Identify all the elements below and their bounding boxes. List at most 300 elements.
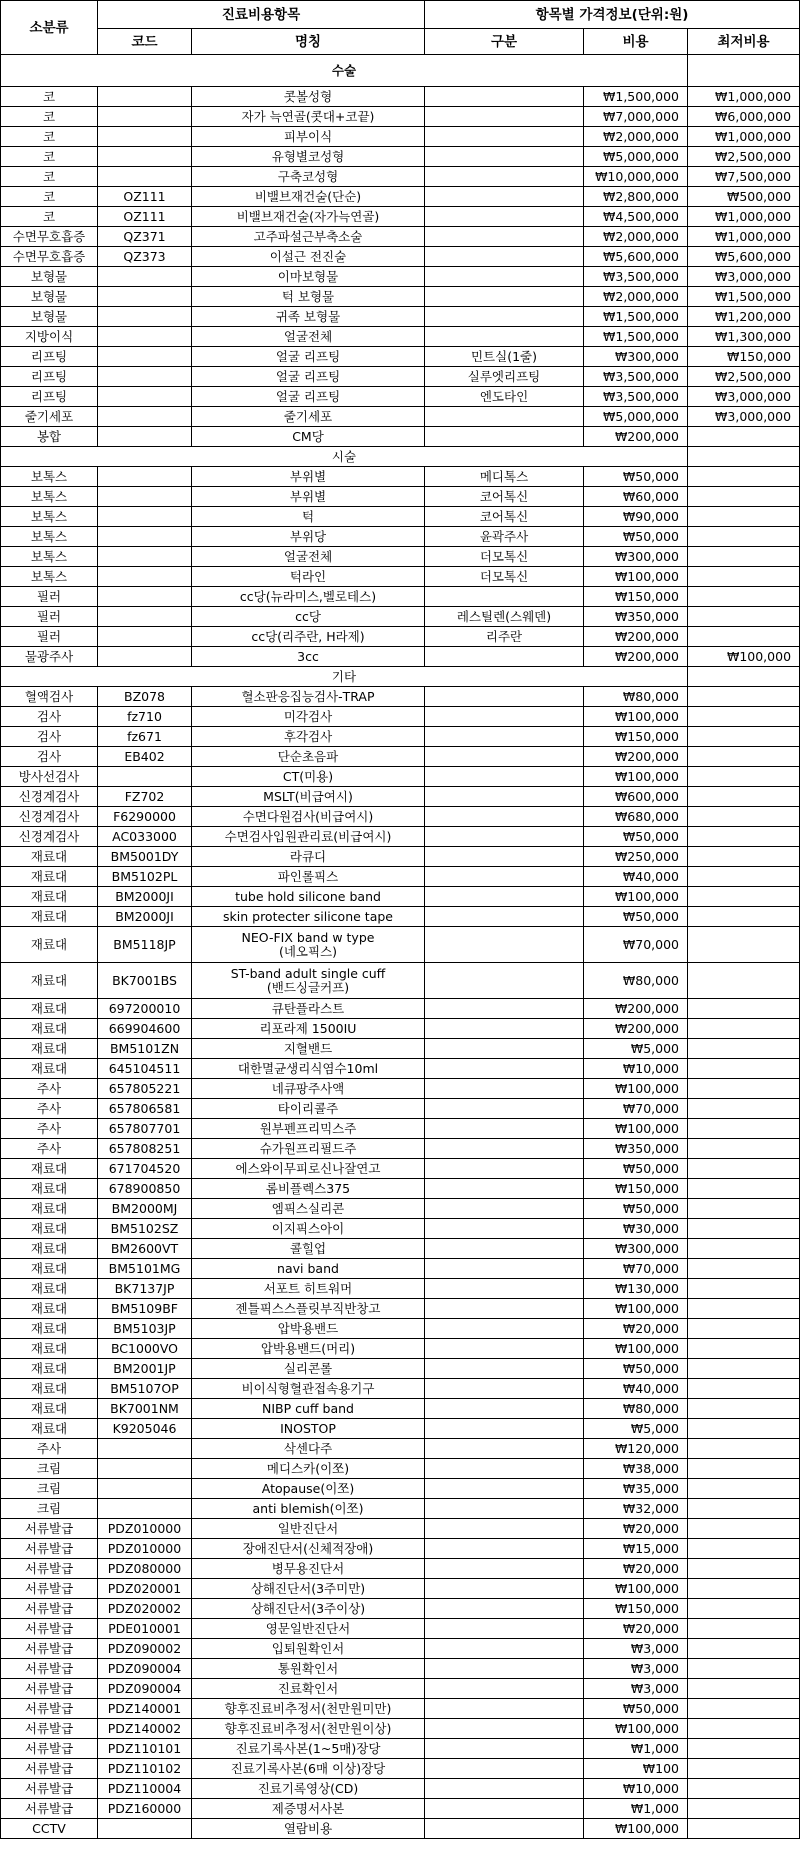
type-cell bbox=[425, 1799, 584, 1819]
name-cell: 라큐디 bbox=[192, 847, 425, 867]
table-row bbox=[1, 1799, 800, 1819]
min-cost-cell: ₩1,500,000 bbox=[688, 287, 800, 307]
min-cost-cell bbox=[688, 747, 800, 767]
min-cost-cell: ₩100,000 bbox=[688, 647, 800, 667]
min-cost-cell: ₩2,500,000 bbox=[688, 367, 800, 387]
category-cell: 재료대 bbox=[1, 907, 98, 927]
type-cell bbox=[425, 1119, 584, 1139]
cost-cell: ₩2,800,000 bbox=[584, 187, 688, 207]
cost-cell: ₩20,000 bbox=[584, 1559, 688, 1579]
type-cell bbox=[425, 1379, 584, 1399]
name-cell: INOSTOP bbox=[192, 1419, 425, 1439]
category-cell: 코 bbox=[1, 187, 98, 207]
type-cell bbox=[425, 907, 584, 927]
category-cell: 재료대 bbox=[1, 1179, 98, 1199]
name-cell: 턱 bbox=[192, 507, 425, 527]
type-cell: 리주란 bbox=[425, 627, 584, 647]
code-cell bbox=[98, 107, 192, 127]
name-cell: 큐탄플라스트 bbox=[192, 999, 425, 1019]
code-cell bbox=[98, 647, 192, 667]
type-cell bbox=[425, 847, 584, 867]
min-cost-cell: ₩1,200,000 bbox=[688, 307, 800, 327]
name-cell: 얼굴 리프팅 bbox=[192, 387, 425, 407]
name-cell: 리포라제 1500IU bbox=[192, 1019, 425, 1039]
type-cell bbox=[425, 827, 584, 847]
min-cost-cell bbox=[688, 1699, 800, 1719]
table-row bbox=[1, 1059, 800, 1079]
cost-cell: ₩100,000 bbox=[584, 887, 688, 907]
name-cell: 혈소판응집능검사-TRAP bbox=[192, 687, 425, 707]
min-cost-cell bbox=[688, 1579, 800, 1599]
table-row bbox=[1, 127, 800, 147]
min-cost-cell bbox=[688, 847, 800, 867]
name-cell: 향후진료비추정서(천만원이상) bbox=[192, 1719, 425, 1739]
table-row bbox=[1, 207, 800, 227]
code-cell: BK7137JP bbox=[98, 1279, 192, 1299]
min-cost-cell bbox=[688, 1399, 800, 1419]
cost-cell: ₩80,000 bbox=[584, 1399, 688, 1419]
min-cost-cell bbox=[688, 687, 800, 707]
category-cell: 필러 bbox=[1, 587, 98, 607]
name-cell: 메디스카(이쪼) bbox=[192, 1459, 425, 1479]
category-cell: 보톡스 bbox=[1, 467, 98, 487]
min-cost-cell bbox=[688, 1319, 800, 1339]
code-cell bbox=[98, 387, 192, 407]
category-cell: 보톡스 bbox=[1, 567, 98, 587]
name-cell: 상해진단서(3주미만) bbox=[192, 1579, 425, 1599]
cost-cell: ₩1,500,000 bbox=[584, 327, 688, 347]
cost-cell: ₩150,000 bbox=[584, 1599, 688, 1619]
cost-cell: ₩4,500,000 bbox=[584, 207, 688, 227]
code-cell: PDZ110101 bbox=[98, 1739, 192, 1759]
min-cost-cell bbox=[688, 1419, 800, 1439]
cost-cell: ₩130,000 bbox=[584, 1279, 688, 1299]
category-cell: 재료대 bbox=[1, 1239, 98, 1259]
min-cost-cell: ₩1,000,000 bbox=[688, 127, 800, 147]
cost-cell: ₩350,000 bbox=[584, 607, 688, 627]
type-cell bbox=[425, 1459, 584, 1479]
name-cell: 롬비플렉스375 bbox=[192, 1179, 425, 1199]
cost-cell: ₩300,000 bbox=[584, 1239, 688, 1259]
name-cell: 진료기록사본(6매 이상)장당 bbox=[192, 1759, 425, 1779]
cost-cell: ₩1,000 bbox=[584, 1799, 688, 1819]
cost-cell: ₩1,000 bbox=[584, 1739, 688, 1759]
header-code: 코드 bbox=[98, 29, 192, 55]
section-title: 시술 bbox=[1, 447, 688, 467]
category-cell: 코 bbox=[1, 147, 98, 167]
name-cell: 3cc bbox=[192, 647, 425, 667]
category-cell: 보톡스 bbox=[1, 507, 98, 527]
name-line-1: ST-band adult single cuff bbox=[230, 965, 386, 981]
name-cell: Atopause(이쪼) bbox=[192, 1479, 425, 1499]
category-cell: 재료대 bbox=[1, 847, 98, 867]
type-cell: 메디톡스 bbox=[425, 467, 584, 487]
cost-cell: ₩3,500,000 bbox=[584, 367, 688, 387]
name-cell: 슈가원프리필드주 bbox=[192, 1139, 425, 1159]
category-cell: 재료대 bbox=[1, 1259, 98, 1279]
code-cell: BM2600VT bbox=[98, 1239, 192, 1259]
category-cell: 주사 bbox=[1, 1099, 98, 1119]
min-cost-cell bbox=[688, 547, 800, 567]
type-cell: 민트실(1줄) bbox=[425, 347, 584, 367]
code-cell: PDZ110102 bbox=[98, 1759, 192, 1779]
name-cell: 이지픽스아이 bbox=[192, 1219, 425, 1239]
type-cell bbox=[425, 1259, 584, 1279]
type-cell: 더모톡신 bbox=[425, 567, 584, 587]
min-cost-cell bbox=[688, 767, 800, 787]
min-cost-cell bbox=[688, 1059, 800, 1079]
type-cell bbox=[425, 787, 584, 807]
header-type: 구분 bbox=[425, 29, 584, 55]
min-cost-cell bbox=[688, 1359, 800, 1379]
code-cell: BM5107OP bbox=[98, 1379, 192, 1399]
category-cell: 서류발급 bbox=[1, 1559, 98, 1579]
cost-cell: ₩1,500,000 bbox=[584, 87, 688, 107]
min-cost-cell bbox=[688, 1079, 800, 1099]
min-cost-cell: ₩5,600,000 bbox=[688, 247, 800, 267]
type-cell bbox=[425, 1279, 584, 1299]
cost-cell: ₩350,000 bbox=[584, 1139, 688, 1159]
min-cost-cell: ₩1,000,000 bbox=[688, 207, 800, 227]
name-cell: 부위별 bbox=[192, 467, 425, 487]
min-cost-cell bbox=[688, 827, 800, 847]
type-cell bbox=[425, 927, 584, 963]
category-cell: 서류발급 bbox=[1, 1639, 98, 1659]
type-cell bbox=[425, 1079, 584, 1099]
code-cell: OZ111 bbox=[98, 187, 192, 207]
type-cell bbox=[425, 867, 584, 887]
min-cost-cell: ₩3,000,000 bbox=[688, 407, 800, 427]
type-cell: 코어톡신 bbox=[425, 487, 584, 507]
min-cost-cell bbox=[688, 1139, 800, 1159]
min-cost-cell bbox=[688, 1219, 800, 1239]
min-cost-cell bbox=[688, 467, 800, 487]
min-cost-cell bbox=[688, 1539, 800, 1559]
table-row bbox=[1, 1819, 800, 1839]
category-cell: 재료대 bbox=[1, 963, 98, 999]
category-cell: 코 bbox=[1, 107, 98, 127]
table-row bbox=[1, 1739, 800, 1759]
code-cell: PDZ090002 bbox=[98, 1639, 192, 1659]
cost-cell: ₩2,000,000 bbox=[584, 287, 688, 307]
name-cell: 파인롤픽스 bbox=[192, 867, 425, 887]
category-cell: 크림 bbox=[1, 1459, 98, 1479]
table-row bbox=[1, 1519, 800, 1539]
header-min-cost: 최저비용 bbox=[688, 29, 800, 55]
name-cell: 콜힐업 bbox=[192, 1239, 425, 1259]
name-cell: 엠픽스실리콘 bbox=[192, 1199, 425, 1219]
category-cell: 보형물 bbox=[1, 307, 98, 327]
type-cell bbox=[425, 1219, 584, 1239]
name-cell: 영문일반진단서 bbox=[192, 1619, 425, 1639]
table-row bbox=[1, 147, 800, 167]
cost-cell: ₩10,000 bbox=[584, 1059, 688, 1079]
type-cell bbox=[425, 227, 584, 247]
table-row bbox=[1, 1499, 800, 1519]
min-cost-cell bbox=[688, 1819, 800, 1839]
name-cell: 열람비용 bbox=[192, 1819, 425, 1839]
min-cost-cell: ₩2,500,000 bbox=[688, 147, 800, 167]
type-cell bbox=[425, 327, 584, 347]
name-cell: 에스와이무피로신나잘연고 bbox=[192, 1159, 425, 1179]
name-cell: cc당 bbox=[192, 607, 425, 627]
type-cell bbox=[425, 1179, 584, 1199]
code-cell: BM5103JP bbox=[98, 1319, 192, 1339]
table-row bbox=[1, 727, 800, 747]
table-row bbox=[1, 1159, 800, 1179]
min-cost-cell bbox=[688, 427, 800, 447]
type-cell bbox=[425, 647, 584, 667]
cost-cell: ₩2,000,000 bbox=[584, 127, 688, 147]
name-cell: 원부펜프리믹스주 bbox=[192, 1119, 425, 1139]
table-row bbox=[1, 1779, 800, 1799]
category-cell: 서류발급 bbox=[1, 1799, 98, 1819]
cost-cell: ₩680,000 bbox=[584, 807, 688, 827]
name-cell: 이마보형물 bbox=[192, 267, 425, 287]
category-cell: 리프팅 bbox=[1, 387, 98, 407]
code-cell bbox=[98, 527, 192, 547]
category-cell: 신경계검사 bbox=[1, 807, 98, 827]
table-row bbox=[1, 1459, 800, 1479]
name-cell: 통원확인서 bbox=[192, 1659, 425, 1679]
type-cell bbox=[425, 1439, 584, 1459]
min-cost-cell bbox=[688, 1779, 800, 1799]
min-cost-cell: ₩500,000 bbox=[688, 187, 800, 207]
name-line-1: NEO-FIX band w type bbox=[241, 929, 375, 945]
category-cell: 서류발급 bbox=[1, 1539, 98, 1559]
code-cell bbox=[98, 1499, 192, 1519]
category-cell: 신경계검사 bbox=[1, 787, 98, 807]
min-cost-cell bbox=[688, 1119, 800, 1139]
category-cell: 재료대 bbox=[1, 887, 98, 907]
cost-cell: ₩100,000 bbox=[584, 1339, 688, 1359]
code-cell: 645104511 bbox=[98, 1059, 192, 1079]
table-row bbox=[1, 1399, 800, 1419]
min-cost-cell bbox=[688, 1439, 800, 1459]
type-cell bbox=[425, 1099, 584, 1119]
table-row bbox=[1, 407, 800, 427]
min-cost-cell bbox=[688, 1459, 800, 1479]
category-cell: 서류발급 bbox=[1, 1719, 98, 1739]
table-row bbox=[1, 847, 800, 867]
code-cell bbox=[98, 87, 192, 107]
table-row bbox=[1, 507, 800, 527]
code-cell: 657805221 bbox=[98, 1079, 192, 1099]
name-cell: 젠틀픽스스플릿부직반창고 bbox=[192, 1299, 425, 1319]
code-cell: 678900850 bbox=[98, 1179, 192, 1199]
cost-cell: ₩200,000 bbox=[584, 999, 688, 1019]
header-items-group: 진료비용항목 bbox=[98, 1, 425, 29]
code-cell: BM5109BF bbox=[98, 1299, 192, 1319]
table-row bbox=[1, 1219, 800, 1239]
category-cell: 혈액검사 bbox=[1, 687, 98, 707]
type-cell bbox=[425, 1779, 584, 1799]
cost-cell: ₩7,000,000 bbox=[584, 107, 688, 127]
category-cell: 리프팅 bbox=[1, 347, 98, 367]
category-cell: 서류발급 bbox=[1, 1759, 98, 1779]
type-cell bbox=[425, 1479, 584, 1499]
name-cell: 턱 보형물 bbox=[192, 287, 425, 307]
category-cell: 재료대 bbox=[1, 1379, 98, 1399]
cost-cell: ₩2,000,000 bbox=[584, 227, 688, 247]
type-cell bbox=[425, 1399, 584, 1419]
table-row bbox=[1, 1639, 800, 1659]
min-cost-cell: ₩3,000,000 bbox=[688, 387, 800, 407]
cost-cell: ₩20,000 bbox=[584, 1519, 688, 1539]
type-cell bbox=[425, 287, 584, 307]
category-cell: 봉합 bbox=[1, 427, 98, 447]
type-cell bbox=[425, 247, 584, 267]
cost-cell: ₩50,000 bbox=[584, 1699, 688, 1719]
cost-cell: ₩100,000 bbox=[584, 767, 688, 787]
min-cost-cell: ₩3,000,000 bbox=[688, 267, 800, 287]
name-cell: 일반진단서 bbox=[192, 1519, 425, 1539]
min-cost-cell bbox=[688, 1339, 800, 1359]
cost-cell: ₩60,000 bbox=[584, 487, 688, 507]
code-cell: BC1000VO bbox=[98, 1339, 192, 1359]
name-cell: 압박용밴드 bbox=[192, 1319, 425, 1339]
name-cell: 타이리콜주 bbox=[192, 1099, 425, 1119]
code-cell: PDZ010000 bbox=[98, 1519, 192, 1539]
table-row bbox=[1, 307, 800, 327]
cost-cell: ₩100,000 bbox=[584, 707, 688, 727]
table-row bbox=[1, 467, 800, 487]
name-cell: 서포트 히트워머 bbox=[192, 1279, 425, 1299]
cost-cell: ₩30,000 bbox=[584, 1219, 688, 1239]
name-cell: 진료기록사본(1~5매)장당 bbox=[192, 1739, 425, 1759]
min-cost-cell bbox=[688, 1659, 800, 1679]
min-cost-cell bbox=[688, 1159, 800, 1179]
min-cost-cell bbox=[688, 1799, 800, 1819]
cost-cell: ₩35,000 bbox=[584, 1479, 688, 1499]
min-cost-cell bbox=[688, 1019, 800, 1039]
cost-cell: ₩50,000 bbox=[584, 827, 688, 847]
code-cell: 657808251 bbox=[98, 1139, 192, 1159]
table-row bbox=[1, 87, 800, 107]
name-cell: 대한멸균생리식염수10ml bbox=[192, 1059, 425, 1079]
min-cost-cell bbox=[688, 487, 800, 507]
type-cell bbox=[425, 1519, 584, 1539]
min-cost-cell bbox=[688, 1479, 800, 1499]
code-cell: 671704520 bbox=[98, 1159, 192, 1179]
code-cell bbox=[98, 607, 192, 627]
min-cost-cell bbox=[688, 1599, 800, 1619]
cost-cell: ₩80,000 bbox=[584, 963, 688, 999]
table-row bbox=[1, 1119, 800, 1139]
cost-cell: ₩50,000 bbox=[584, 1199, 688, 1219]
section-empty-cell bbox=[688, 667, 800, 687]
code-cell bbox=[98, 1439, 192, 1459]
table-row bbox=[1, 1079, 800, 1099]
code-cell: QZ371 bbox=[98, 227, 192, 247]
cost-cell: ₩100,000 bbox=[584, 1299, 688, 1319]
type-cell: 실루엣리프팅 bbox=[425, 367, 584, 387]
category-cell: 재료대 bbox=[1, 1339, 98, 1359]
code-cell bbox=[98, 427, 192, 447]
section-empty-cell bbox=[688, 447, 800, 467]
cost-cell: ₩200,000 bbox=[584, 427, 688, 447]
cost-cell: ₩3,500,000 bbox=[584, 267, 688, 287]
cost-cell: ₩40,000 bbox=[584, 867, 688, 887]
type-cell bbox=[425, 167, 584, 187]
category-cell: 서류발급 bbox=[1, 1779, 98, 1799]
cost-cell: ₩100,000 bbox=[584, 1719, 688, 1739]
type-cell bbox=[425, 1719, 584, 1739]
category-cell: 코 bbox=[1, 127, 98, 147]
category-cell: 재료대 bbox=[1, 1019, 98, 1039]
name-cell: cc당(뉴라미스,벨로테스) bbox=[192, 587, 425, 607]
cost-cell: ₩20,000 bbox=[584, 1619, 688, 1639]
min-cost-cell bbox=[688, 627, 800, 647]
category-cell: 재료대 bbox=[1, 927, 98, 963]
min-cost-cell bbox=[688, 1619, 800, 1639]
section-row bbox=[1, 55, 800, 87]
code-cell: BM5101MG bbox=[98, 1259, 192, 1279]
name-cell: MSLT(비급여시) bbox=[192, 787, 425, 807]
cost-cell: ₩5,000 bbox=[584, 1419, 688, 1439]
name-cell: 압박용밴드(머리) bbox=[192, 1339, 425, 1359]
code-cell: PDZ140002 bbox=[98, 1719, 192, 1739]
type-cell bbox=[425, 807, 584, 827]
name-cell: 비밸브재건술(자가늑연골) bbox=[192, 207, 425, 227]
cost-cell: ₩5,000 bbox=[584, 1039, 688, 1059]
cost-cell: ₩20,000 bbox=[584, 1319, 688, 1339]
code-cell: BM2000JI bbox=[98, 907, 192, 927]
min-cost-cell bbox=[688, 707, 800, 727]
table-row bbox=[1, 247, 800, 267]
min-cost-cell bbox=[688, 1679, 800, 1699]
type-cell bbox=[425, 87, 584, 107]
type-cell bbox=[425, 767, 584, 787]
table-row bbox=[1, 1659, 800, 1679]
cost-cell: ₩50,000 bbox=[584, 1359, 688, 1379]
table-row bbox=[1, 1439, 800, 1459]
name-cell: 진료기록영상(CD) bbox=[192, 1779, 425, 1799]
name-cell: 얼굴전체 bbox=[192, 547, 425, 567]
table-row bbox=[1, 1719, 800, 1739]
name-cell: 고주파설근부축소술 bbox=[192, 227, 425, 247]
name-cell bbox=[192, 927, 425, 963]
min-cost-cell bbox=[688, 527, 800, 547]
section-row bbox=[1, 447, 800, 467]
min-cost-cell bbox=[688, 1559, 800, 1579]
name-cell: 비이식형혈관접속용기구 bbox=[192, 1379, 425, 1399]
header-cost: 비용 bbox=[584, 29, 688, 55]
category-cell: 보톡스 bbox=[1, 547, 98, 567]
table-row bbox=[1, 787, 800, 807]
min-cost-cell bbox=[688, 907, 800, 927]
cost-cell: ₩50,000 bbox=[584, 467, 688, 487]
code-cell bbox=[98, 287, 192, 307]
name-cell: 부위당 bbox=[192, 527, 425, 547]
table-row bbox=[1, 647, 800, 667]
table-row bbox=[1, 1619, 800, 1639]
code-cell: EB402 bbox=[98, 747, 192, 767]
table-row bbox=[1, 187, 800, 207]
type-cell: 코어톡신 bbox=[425, 507, 584, 527]
min-cost-cell bbox=[688, 727, 800, 747]
name-cell: 향후진료비추정서(천만원미만) bbox=[192, 1699, 425, 1719]
min-cost-cell bbox=[688, 567, 800, 587]
min-cost-cell bbox=[688, 1279, 800, 1299]
category-cell: 주사 bbox=[1, 1079, 98, 1099]
type-cell bbox=[425, 427, 584, 447]
min-cost-cell bbox=[688, 1499, 800, 1519]
category-cell: 줄기세포 bbox=[1, 407, 98, 427]
code-cell: 657807701 bbox=[98, 1119, 192, 1139]
table-row bbox=[1, 1099, 800, 1119]
category-cell: 물광주사 bbox=[1, 647, 98, 667]
